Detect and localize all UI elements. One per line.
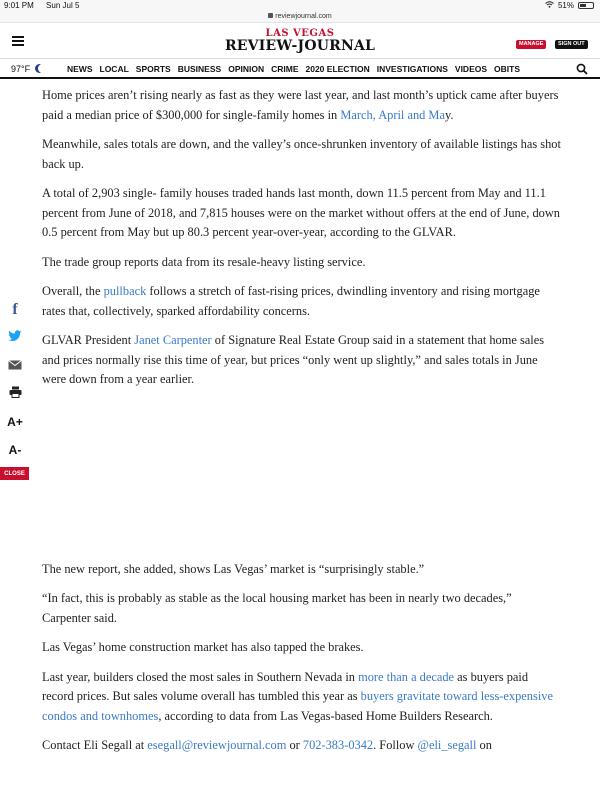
envelope-icon <box>8 357 22 375</box>
wifi-icon <box>545 1 554 10</box>
url-text: reviewjournal.com <box>275 13 332 20</box>
sign-out-button[interactable]: SIGN OUT <box>555 40 588 49</box>
temperature: 97°F <box>11 64 31 74</box>
twitter-share[interactable] <box>0 324 30 352</box>
font-increase-label: A+ <box>7 415 23 429</box>
email-share[interactable] <box>0 352 30 380</box>
link-more-than-a-decade[interactable]: more than a decade <box>358 669 455 684</box>
font-decrease-button[interactable] <box>0 436 30 464</box>
twitter-icon <box>8 329 22 347</box>
status-date: Sun Jul 5 <box>46 1 80 10</box>
nav-obits[interactable]: OBITS <box>494 64 521 74</box>
link-janet-carpenter[interactable]: Janet Carpenter <box>134 333 212 347</box>
print-button[interactable] <box>0 380 30 408</box>
article-paragraph: The trade group reports data from its resale-heavy listing service. <box>42 254 366 269</box>
article-paragraph: The new report, she added, shows Las Vegas’ market is “surprisingly stable.” <box>42 561 425 576</box>
twitter-handle-link[interactable]: @eli_segall <box>417 738 477 752</box>
search-icon[interactable] <box>576 62 588 74</box>
article-paragraph <box>42 331 562 390</box>
text: Last year, builders closed the most sales in Southern Nevada in <box>42 669 359 684</box>
article-paragraph: “In fact, this is probably as stable as the local housing market has been in nearly two decades,” Carpenter said. <box>42 591 512 625</box>
article-paragraph <box>42 668 562 727</box>
status-time: 9:01 PM <box>4 1 34 10</box>
battery-percent: 51% <box>557 1 574 10</box>
nav-crime[interactable]: CRIME <box>271 64 299 74</box>
manage-button[interactable]: MANAGE <box>516 40 546 49</box>
link-buyers-gravitate[interactable]: buyers gravitate toward less-expensive condos and townhomes <box>42 689 553 723</box>
facebook-icon: f <box>12 301 18 318</box>
logo-line2: REVIEW-JOURNAL <box>224 38 376 54</box>
nav-investigations[interactable]: INVESTIGATIONS <box>376 64 448 74</box>
text: Overall, the <box>42 284 104 298</box>
text: Home prices aren’t rising nearly as fast as they were last year, and last month’s uptick came after buyers paid a median price of $300,000 for single-family homes in <box>42 88 559 122</box>
link-pullback[interactable]: pullback <box>103 284 147 298</box>
article-paragraph: A total of 2,903 single- family houses traded hands last month, down 11.5 percent from May and 11.1 percent from June of 2018, and 7,815 houses were on the market without offers at the end of June, down 0.5 percent from May but up 80.3 percent year-over-year, according to the GLVAR. <box>42 186 560 239</box>
ad-space <box>42 400 562 560</box>
weather-widget[interactable] <box>11 64 44 74</box>
font-increase-button[interactable] <box>0 408 30 436</box>
nav-local[interactable]: LOCAL <box>99 64 129 74</box>
article-paragraph: Meanwhile, sales totals are down, and the valley’s once-shrunken inventory of available listings has shot back up. <box>42 137 561 171</box>
nav-2020-election[interactable]: 2020 ELECTION <box>305 64 370 74</box>
email-link[interactable]: esegall@reviewjournal.com <box>147 738 287 752</box>
main-nav <box>0 58 600 79</box>
article-paragraph <box>42 86 562 125</box>
menu-icon[interactable] <box>12 36 24 46</box>
nav-news[interactable]: NEWS <box>67 64 93 74</box>
nav-videos[interactable]: VIDEOS <box>454 64 488 74</box>
logo-line1: LAS VEGAS <box>265 28 335 39</box>
site-logo[interactable] <box>222 29 378 53</box>
status-bar <box>0 0 600 12</box>
battery-icon <box>578 2 594 9</box>
article-paragraph <box>42 282 562 321</box>
link-march-april-may[interactable]: March, April and Ma <box>340 107 445 122</box>
text: follows a stretch of fast-rising prices, dwindling inventory and rising mortgage rates that, collectively, sparked affordability concerns. <box>42 284 540 318</box>
article-paragraph: Las Vegas’ home construction market has also tapped the brakes. <box>42 640 364 654</box>
text: as buyers paid record prices. But sales volume overall has tumbled this year as <box>42 669 529 703</box>
moon-icon <box>38 64 47 73</box>
share-rail <box>0 296 30 480</box>
close-rail-button[interactable]: CLOSE <box>0 467 29 480</box>
text: . Follow <box>373 738 418 752</box>
text: Contact Eli Segall at <box>42 738 148 752</box>
facebook-share[interactable] <box>0 296 30 324</box>
text: or <box>286 738 303 752</box>
nav-business[interactable]: BUSINESS <box>177 64 222 74</box>
text: , according to data from Las Vegas-based Home Builders Research. <box>158 708 493 723</box>
article-body <box>42 86 562 766</box>
text: on <box>476 738 492 752</box>
nav-links <box>67 64 520 74</box>
address-bar[interactable] <box>0 12 600 23</box>
text: GLVAR President <box>42 333 135 347</box>
masthead <box>0 24 600 58</box>
nav-sports[interactable]: SPORTS <box>135 64 171 74</box>
article-paragraph <box>42 736 562 756</box>
text: y. <box>444 107 454 122</box>
nav-opinion[interactable]: OPINION <box>228 64 265 74</box>
font-decrease-label: A- <box>8 443 22 457</box>
lock-icon <box>268 13 273 18</box>
phone-link[interactable]: 702-383-0342 <box>302 738 374 752</box>
printer-icon <box>9 385 22 403</box>
text: of Signature Real Estate Group said in a statement that home sales and prices normally rise this time of year, but prices “only went up slightly,” and sales totals in June were down from a year earlier. <box>42 333 545 386</box>
